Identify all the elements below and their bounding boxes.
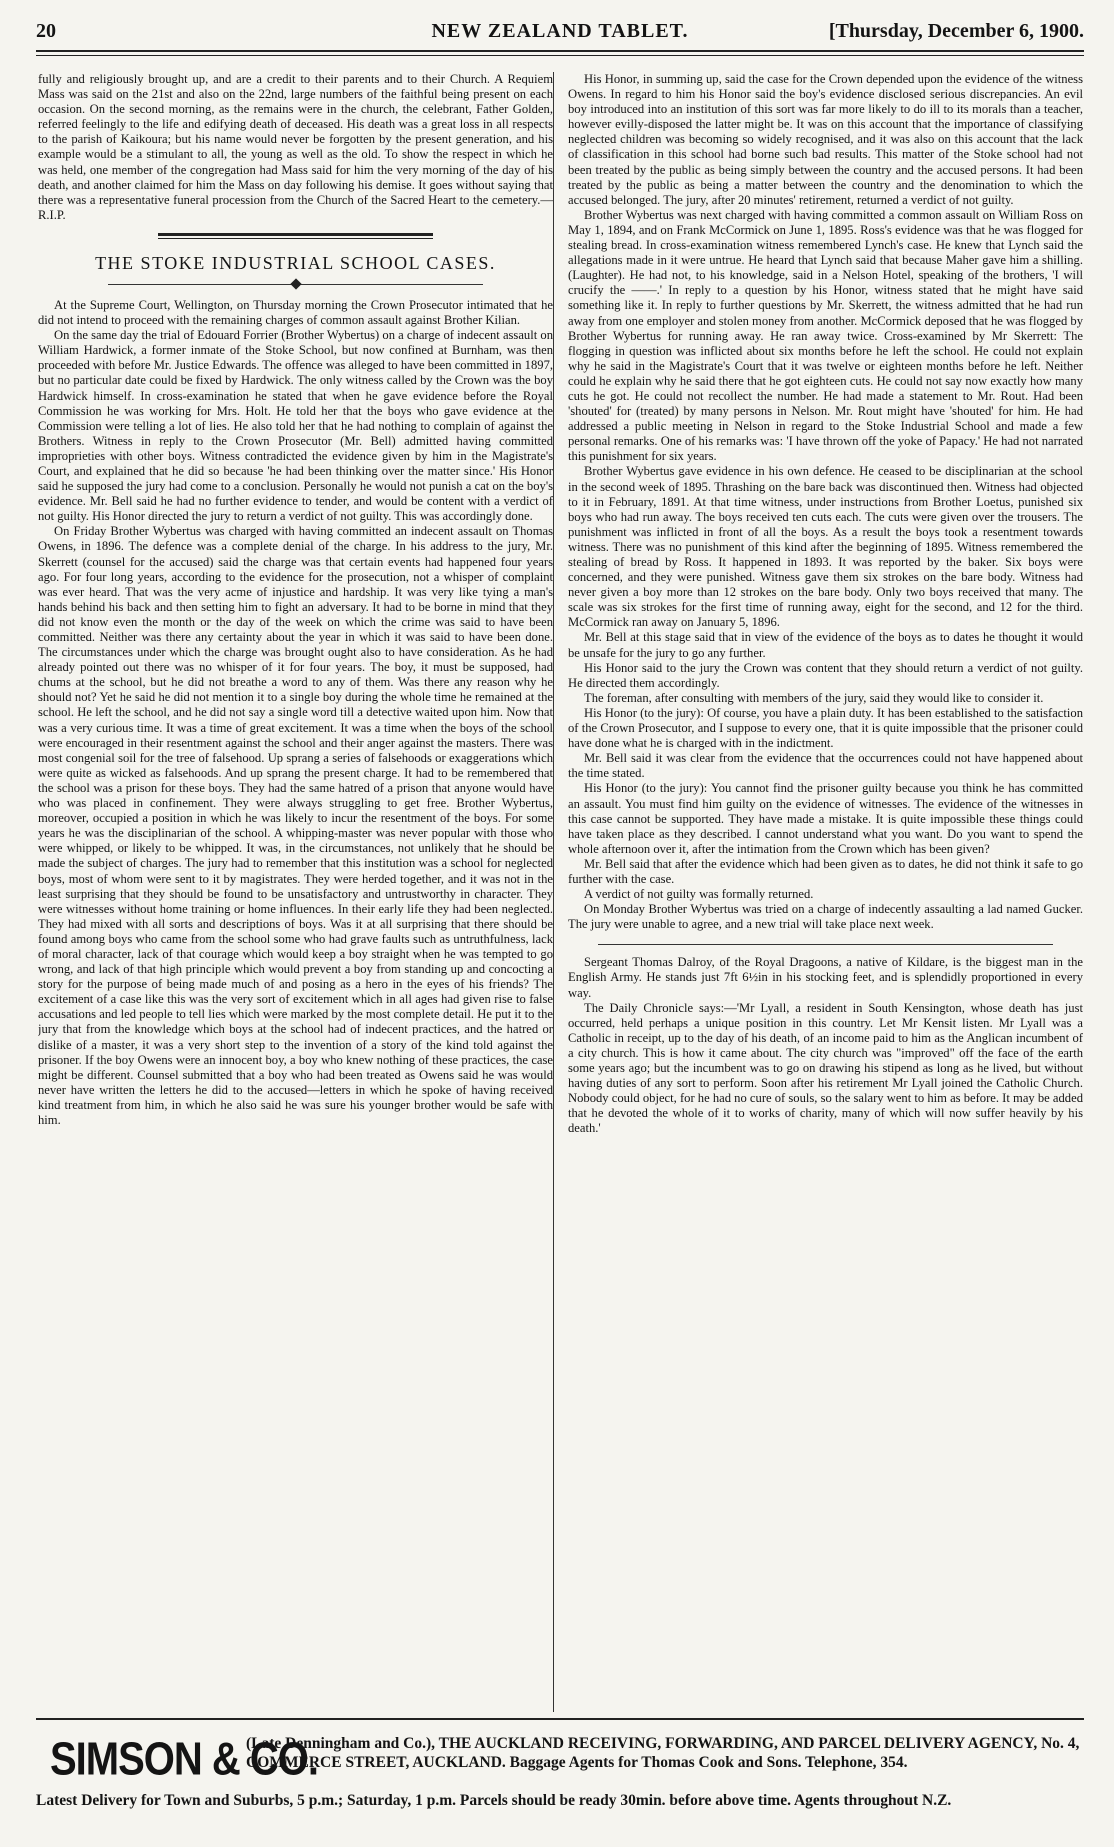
masthead-rule-thin [36, 55, 1084, 56]
article-paragraph: His Honor, in summing up, said the case for the Crown depended upon the evidence of the witness Owens. In regard to him his Honor said the boy's evidence disclosed serious discrepancies. An evil boy introduced into an institution of this sort was far more likely to do ill to its morals than a teacher, however evilly-disposed the latter might be. It was on this account that the importance of classifying neglected children was becoming so widely recognised, and it was also on this account that the lack of classification in this school had borne such bad results. This matter of the Stoke school had not been treated by the public as being simply between the country and the accused persons. It had been treated by the public as being a matter between the country and the denomination to which the accused belonged. The jury, after 20 minutes' retirement, returned a verdict of not guilty. [568, 72, 1083, 207]
advertiser-brand: SIMSON & CO. [50, 1734, 319, 1785]
obituary-conclusion: fully and religiously brought up, and are a credit to their parents and to their Church. A Requiem Mass was said on the 21st and also on the 22nd, large numbers of the faithful being present on each occasion. On the second morning, as the remains were in the church, the celebrant, Father Golden, referred feelingly to the life and edifying death of deceased. His death was a great loss in all respects to the parish of Kaikoura; but his name would never be forgotten by the present generation, and his example would be a stimulant to all, the young as well as the old. To show the respect in which he was held, one member of the congregation had Mass said for him the very morning of the day of his death, and another claimed for him the Mass on day following his demise. It goes without saying that there was a representative funeral procession from the Church of the Sacred Heart to the cemetery.—R.I.P. [38, 72, 553, 222]
heading-ornament [108, 278, 483, 292]
masthead [36, 16, 1084, 48]
article-paragraph: Brother Wybertus gave evidence in his own defence. He ceased to be disciplinarian at the school in the second week of 1895. Thrashing on the bare back was discontinued then. Witness had objected to it in February, 1891. At that time witness, under instructions from Brother Loetus, punished six boys who had run away. The boys received ten cuts each. The cuts were given over the trousers. The punishment was inflicted in front of all the boys. As a result the boys took a resentment towards witness. There was no punishment of this kind after the beginning of 1895. Witness remembered the stealing of bread by Ross. It happened in 1893. It was reported by the baker. Six boys were concerned, and they were punished. Witness gave them six strokes on the bare body. Witness had never given a boy more than 12 strokes on the bare body. Only two boys received that many. The scale was six strokes for the first time of running away, eight for the second, and 12 for the third. McCormick ran away on January 5, 1896. [568, 464, 1083, 630]
article-paragraph: On the same day the trial of Edouard Forrier (Brother Wybertus) on a charge of indecent assault on William Hardwick, a former inmate of the Stoke School, but now confined at Burnham, was then proceeded with before Mr. Justice Edwards. The offence was alleged to have been committed in 1897, but no particular date could be fixed by Hardwick. The only witness called by the Crown was the boy Hardwick himself. In cross-examination he stated that when he gave evidence before the Royal Commission he was working for Mrs. Holt. He told her that the boys who gave evidence at the Commission were telling a lot of lies. He also told her that he had nothing to complain of against the Brothers. Witness in reply to the Crown Prosecutor (Mr. Bell) admitted having committed improprieties with other boys. Witness contradicted the evidence given by him in the Magistrate's Court, and explained that he did so because 'he had been thinking over the matter since.' His Honor said he supposed the jury had come to a conclusion. Personally he would not punish a cat on the boy's evidence. Mr. Bell said he had no further evidence to tender, and would be content with a verdict of not guilty. His Honor directed the jury to return a verdict of not guilty. This was accordingly done. [38, 328, 553, 524]
news-item-paragraph: Sergeant Thomas Dalroy, of the Royal Dragoons, a native of Kildare, is the biggest man in the English Army. He stands just 7ft 6½in in his stocking feet, and is splendidly proportioned in every way. [568, 955, 1083, 1000]
article-paragraph: The foreman, after consulting with members of the jury, said they would like to consider it. [584, 690, 1044, 705]
news-item-paragraph: The Daily Chronicle says:—'Mr Lyall, a resident in South Kensington, whose death has just occurred, held perhaps a unique position in this country. Let Mr Kensit listen. Mr Lyall was a Catholic in receipt, up to the day of his death, of an income paid to him as the Anglican incumbent of a city church. This is how it came about. The city church was "improved" off the face of the earth some years ago; but the incumbent was to go on drawing his stipend as long as he lived, but without having duties of any sort to perform. Soon after his retirement Mr Lyall joined the Catholic Church. Nobody could object, for he had no cure of souls, so the salary went to him as before. It may be added that he devoted the whole of it to works of charity, many of which will now suffer heavily by his death.' [568, 1000, 1083, 1136]
issue-date: [Thursday, December 6, 1900. [828, 20, 1084, 42]
article-paragraph: Brother Wybertus was next charged with having committed a common assault on William Ross on May 1, 1894, and on Frank McCormick on June 1, 1895. Ross's evidence was that he was flogged for stealing bread. In cross-examination witness remembered Lynch's case. He knew that Lynch said the allegations made in it were untrue. He heard that Lynch said that because Maher gave him a shilling. (Laughter). He had not, to his knowledge, said in a Nelson Hotel, speaking of the brothers, 'I will crucify the ——.' In reply to a question by his Honor, witness stated that he might have said something like it. In reply to further questions by Mr. Skerrett, the witness admitted that he had run away from one employer and stolen money from another. McCormick deposed that he was flogged by Brother Wybertus for running away. He ran away twice. Cross-examined by Mr Skerrett: The flogging in question was inflicted about six months before he left the school. He could not explain why he said in the Magistrate's Court that it was twelve or eighteen months before he left. Neither could he explain why he said there that he got eighteen cuts. He could not say now exactly how many cuts he got. He could not recollect the number. He had made a statement to Mr. Rout. Had been 'shouted' for (treated) by many persons in Nelson. Mr. Rout might have 'shouted' for him. He had addressed a public meeting in Nelson in regard to the Stoke Industrial School and made a few personal remarks. One of his remarks was: 'I have thrown off the yoke of Papacy.' He had not narrated this punishment for six years. [568, 207, 1083, 464]
article-paragraph: His Honor (to the jury): Of course, you have a plain duty. It has been established to the satisfaction of the Crown Prosecutor, and I suppose to every one, that it is quite impossible that the prisoner could have done what he is charged with in the indictment. [568, 705, 1083, 751]
article-paragraph: A verdict of not guilty was formally returned. [584, 887, 814, 902]
advertisement [36, 1728, 1084, 1828]
advertisement-delivery-line: Latest Delivery for Town and Suburbs, 5 p.m.; Saturday, 1 p.m. Parcels should be ready 30min. before above time. Agents throughout N.Z. [36, 1792, 952, 1809]
article-paragraph: On Friday Brother Wybertus was charged with having committed an indecent assault on Thomas Owens, in 1896. The defence was a complete denial of the charge. In his address to the jury, Mr. Skerrett (counsel for the accused) said the charge was that certain events had happened four years ago. For four long years, according to the evidence for the prosecution, not a whisper of complaint was ever heard. That was the very acme of injustice and hardship. It was very like tying a man's hands behind his back and then setting him to fight an adversary. It had to be borne in mind that they did not know even the month or the day of the week on which the crime was said to have been committed. Neither was there any certainty about the year in which it was said to have been done. The circumstances under which the charge was brought ought also to have consideration. As he had already pointed out there was no whisper of it for four years. The boy, it must be supposed, had chums at the school, but he did not breathe a word to any of them. Was there any reason why he should not? Yet he said he did not mention it to a single boy during the whole time he remained at the school. He left the school, and he did not say a single word till a detective waited upon him. Now that was a very curious time. It was a time of great excitement. It was a time when the boys of the school were encouraged in their resentment against the school and their anger against the masters. There was most congenial soil for the tree of falsehood. Up sprang a series of falsehoods or exaggerations which were quite as wicked as falsehoods. And up sprang the present charge. It had to be remembered that the school was a prison for these boys. They had the same hatred of a prison that anyone would have who was placed in confinement. They were always struggling to get free. Brother Wybertus, moreover, occupied a position in which he was likely to incur the resentment of the boys. For some years he was the disciplinarian of the school. A whipping-master was never popular with those who were whipped, or likely to be whipped. It was, in the circumstances, not unlikely that he should be made the subject of charges. The jury had to remember that this institution was a school for neglected boys, most of whom were sent to it by magistrates. They were herded together, and it was not in the least surprising that they should be found to be unsatisfactory and untrustworthy in character. They were witnesses without home training or home influences. In their early life they had been neglected. They had mixed with all sorts and descriptions of boys. Was it at all surprising that there should be found among boys who came from the school some who had grave faults such as untruthfulness, lack of moral character, lack of that courage which would keep a boy straight when he was tempted to go wrong, and lack of that high principle which would prevent a boy from standing up and concocting a story for the purpose of being made much of and posing as a hero in the eyes of his friends? The excitement of a case like this was the very sort of excitement which in all ages had given rise to false accusations and led people to tell lies which were marked by the most complete detail. He put it to the jury that from the knowledge which boys at the school had of indecent practices, and the hatred or dislike of a master, it was a very short step to the invention of a story of the kind told against the prisoner. If the boy Owens were an innocent boy, a boy who knew nothing of these practices, the case might be different. Counsel submitted that a boy who had been treated as Owens said he was would never have written the letters he did to the accused—letters in which he spoke of having received kind treatment from him, in which he also said he was sure his younger brother would be safe with him. [38, 524, 553, 1127]
article-paragraph: Mr. Bell at this stage said that in view of the evidence of the boys as to dates he thought it would be unsafe for the jury to go any further. [568, 630, 1083, 660]
article-paragraph: His Honor (to the jury): You cannot find the prisoner guilty because you think he has committed an assault. You must find him guilty on the evidence of witnesses. The evidence of the witnesses in this case cannot be supported. They have made a mistake. It is quite impossible these things could have taken place as they described. I cannot understand what you want. Do you want to spend the whole afternoon over it, after the intimation from the Crown which has been given? [568, 781, 1083, 856]
advertisement-text: (Late Denningham and Co.), THE AUCKLAND RECEIVING, FORWARDING, AND PARCEL DELIVERY AGENCY, No. 4, COMMERCE STREET, AUCKLAND. Baggage Agents for Thomas Cook and Sons. Telephone, 354. [246, 1735, 1080, 1771]
section-separator-thin [158, 238, 433, 239]
article-paragraph: His Honor said to the jury the Crown was content that they should return a verdict of not guilty. He directed them accordingly. [568, 660, 1083, 690]
newspaper-title: NEW ZEALAND TABLET. [431, 20, 689, 42]
article-paragraph: Mr. Bell said it was clear from the evidence that the occurrences could not have happened about the time stated. [568, 751, 1083, 781]
right-column [568, 72, 1083, 1712]
page-number: 20 [36, 20, 56, 42]
section-separator [158, 233, 433, 236]
item-separator [598, 944, 1053, 945]
article-paragraph: At the Supreme Court, Wellington, on Thursday morning the Crown Prosecutor intimated that he did not intend to proceed with the remaining charges of common assault against Brother Kilian. [38, 297, 553, 328]
article-heading: THE STOKE INDUSTRIAL SCHOOL CASES. [95, 252, 496, 273]
advert-top-rule [36, 1718, 1084, 1720]
masthead-rule [36, 50, 1084, 52]
left-column [38, 72, 553, 1712]
column-divider [553, 72, 554, 1712]
article-paragraph: On Monday Brother Wybertus was tried on a charge of indecently assaulting a lad named Gucker. The jury were unable to agree, and a new trial will take place next week. [568, 902, 1083, 932]
article-paragraph: Mr. Bell said that after the evidence which had been given as to dates, he did not think it safe to go further with the case. [568, 856, 1083, 886]
